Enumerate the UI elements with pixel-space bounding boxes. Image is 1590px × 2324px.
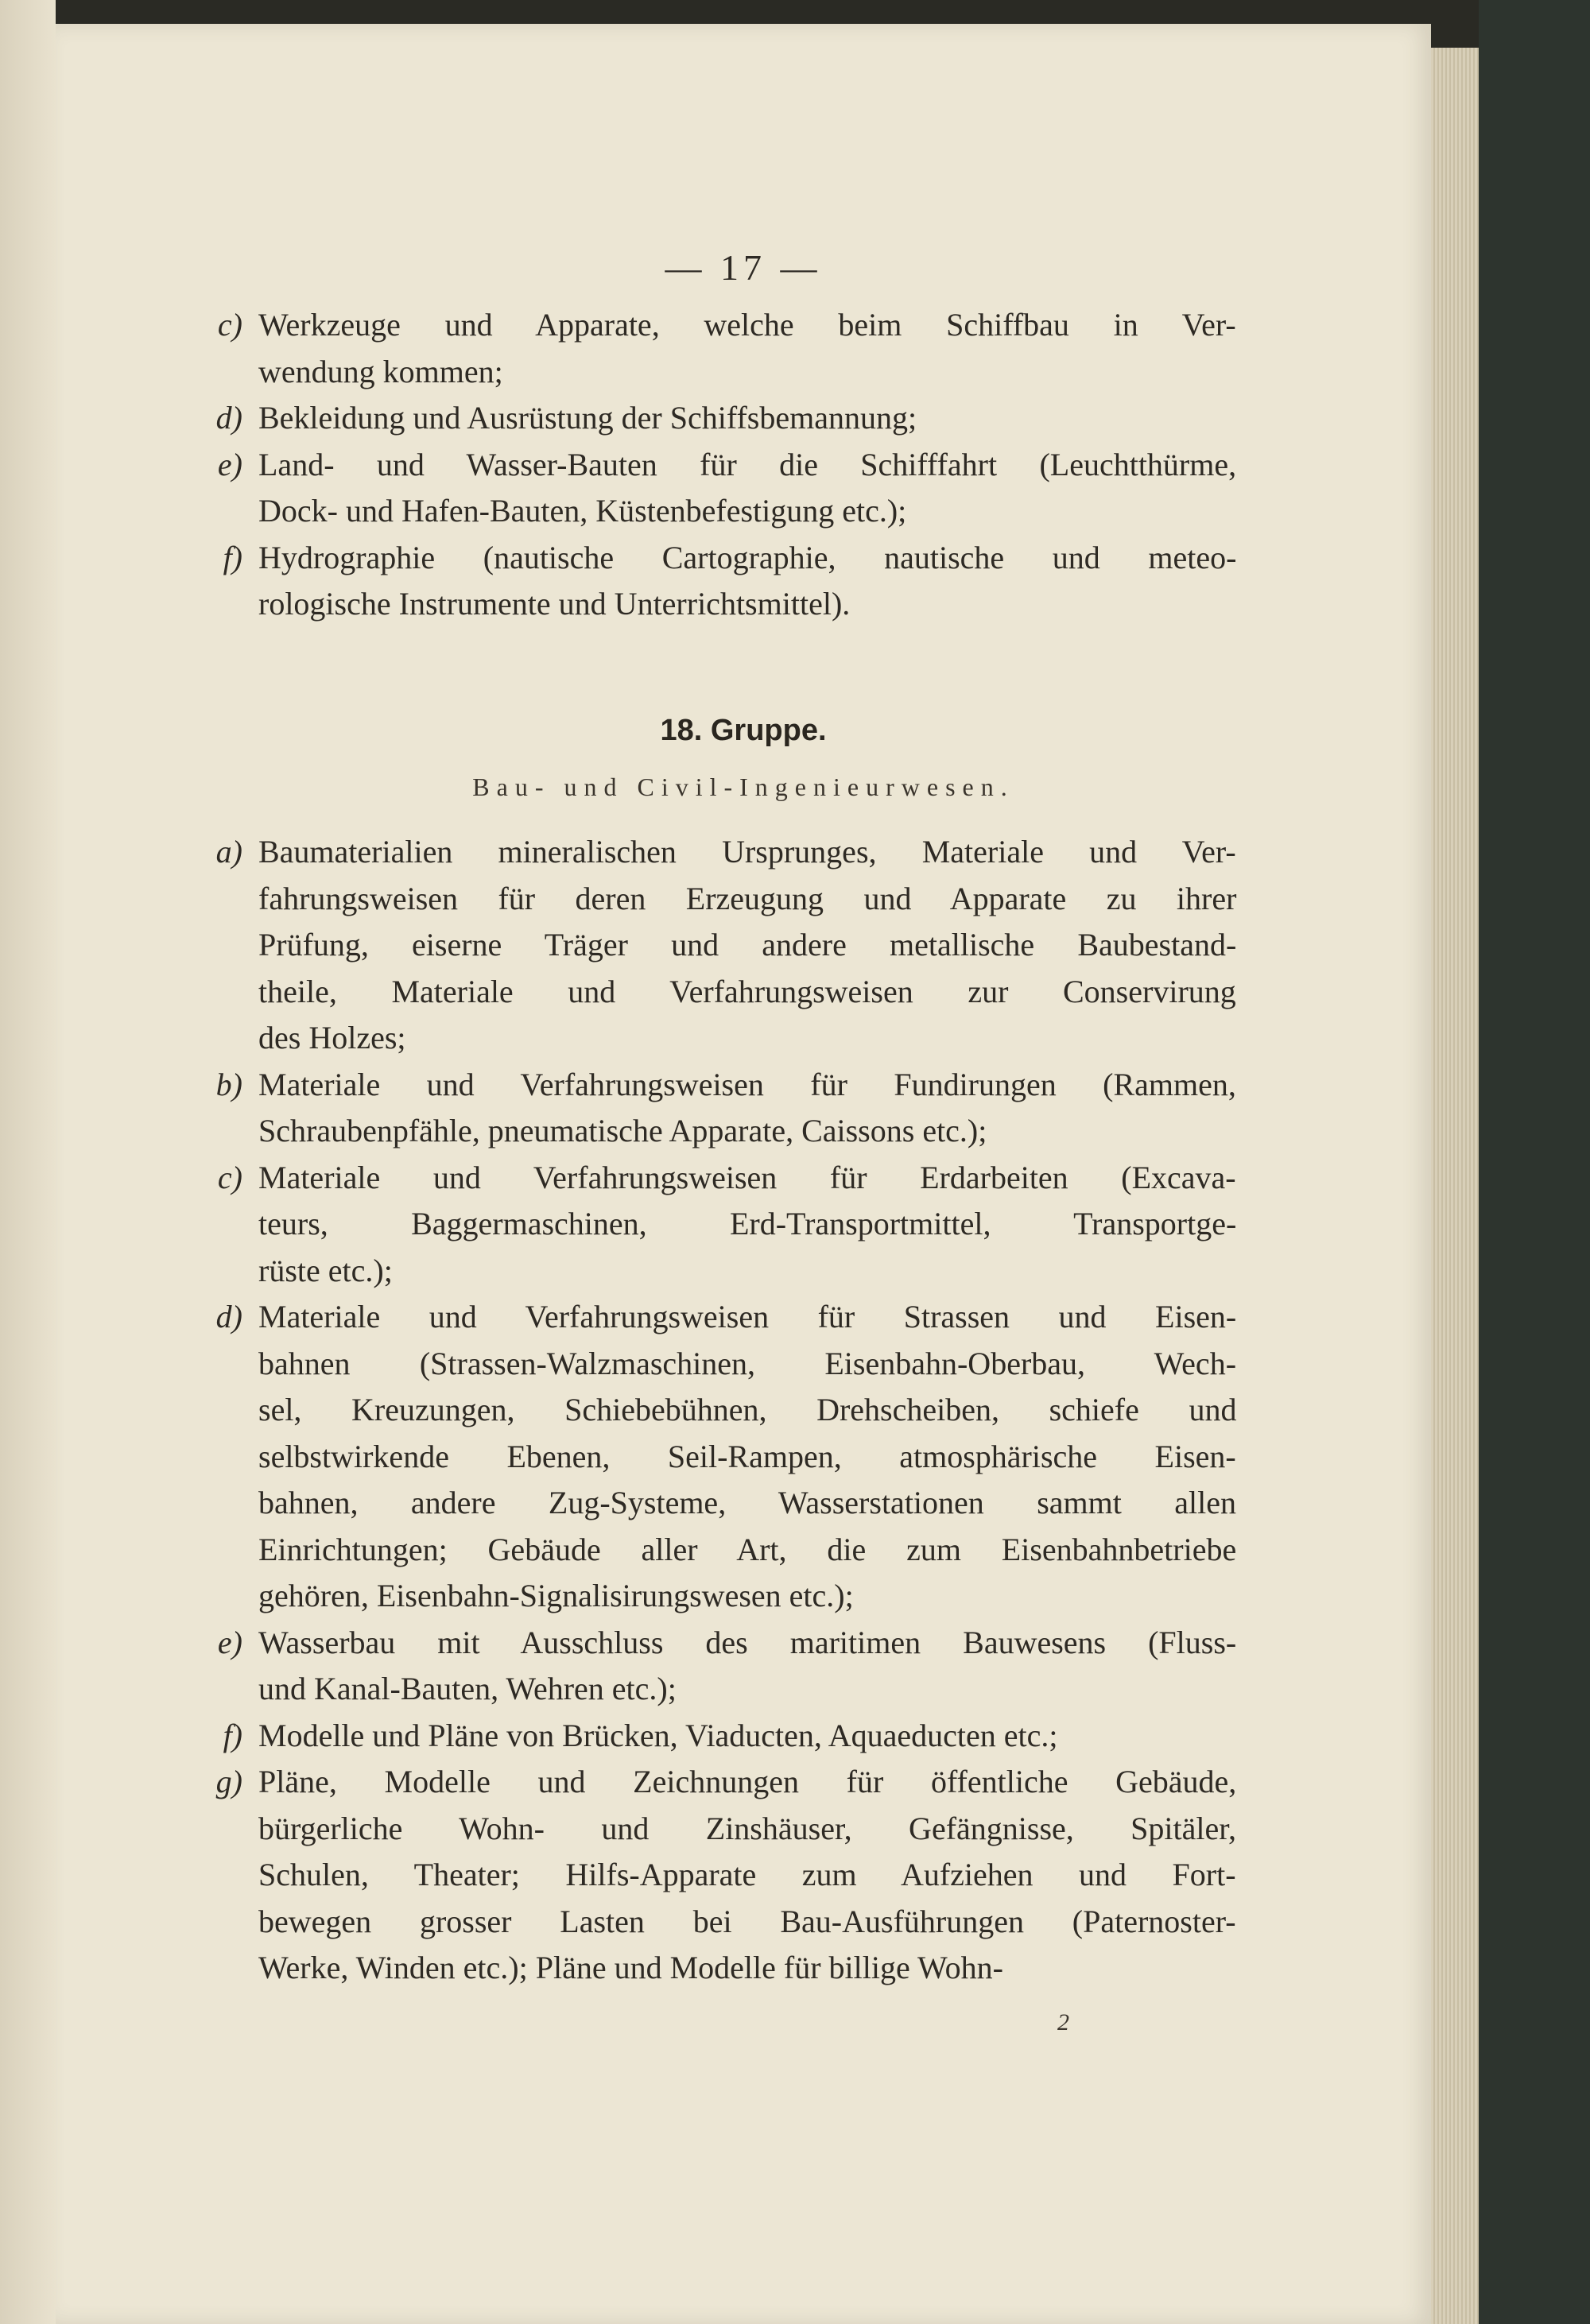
item-label: d) <box>215 1299 242 1334</box>
item-label: e) <box>217 1624 242 1660</box>
item-text-line: Dock- und Hafen-Bauten, Küstenbefestigung etc.); <box>258 493 907 529</box>
item-text-line: bürgerliche Wohn- und Zinshäuser, Gefängnisse, Spitäler, <box>258 1810 1236 1846</box>
item-text-line: rüste etc.); <box>258 1252 393 1288</box>
item-label: f) <box>223 539 242 575</box>
item-text-line: selbstwirkende Ebenen, Seil-Rampen, atmosphärische Eisen- <box>258 1438 1236 1474</box>
item-text-line: bahnen, andere Zug-Systeme, Wasserstationen sammt allen <box>258 1485 1236 1520</box>
item-text-line: wendung kommen; <box>258 353 503 389</box>
item-text-line: Bekleidung und Ausrüstung der Schiffsbemannung; <box>258 400 917 436</box>
item-text-line: Werke, Winden etc.); Pläne und Modelle für billige Wohn- <box>258 1950 1003 1985</box>
item-text-line: Modelle und Pläne von Brücken, Viaducten, Aquaeducten etc.; <box>258 1717 1058 1753</box>
item-text-line: Schulen, Theater; Hilfs-Apparate zum Aufziehen und Fort- <box>258 1857 1236 1892</box>
item-text-line: Werkzeuge und Apparate, welche beim Schiffbau in Ver- <box>258 307 1236 343</box>
item-text-line: rologische Instrumente und Unterrichtsmittel). <box>258 586 851 622</box>
item-label: c) <box>217 307 242 343</box>
item-text-line: gehören, Eisenbahn-Signalisirungswesen etc.); <box>258 1578 854 1613</box>
item-text-line: des Holzes; <box>258 1020 406 1055</box>
item-text-line: fahrungsweisen für deren Erzeugung und Apparate zu ihrer <box>258 880 1237 916</box>
item-label: d) <box>215 400 242 436</box>
item-text-line: Baumaterialien mineralischen Ursprunges, Materiale und Ver- <box>258 834 1236 870</box>
book-cover <box>1479 0 1590 2324</box>
item-label: a) <box>215 834 242 870</box>
item-text-line: Prüfung, eiserne Träger und andere metallische Baubestand- <box>258 927 1237 963</box>
item-label: c) <box>217 1159 242 1195</box>
item-text-line: und Kanal-Bauten, Wehren etc.); <box>258 1671 677 1706</box>
page-stack-edge <box>1431 48 1479 2324</box>
group-subtitle: Bau- und Civil-Ingenieurwesen. <box>472 773 1014 801</box>
item-text-line: Materiale und Verfahrungsweisen für Strassen und Eisen- <box>258 1299 1237 1334</box>
item-label: f) <box>223 1717 242 1753</box>
item-text-line: bahnen (Strassen-Walzmaschinen, Eisenbahn-Oberbau, Wech- <box>258 1345 1237 1381</box>
item-text-line: Schraubenpfähle, pneumatische Apparate, Caissons etc.); <box>258 1113 987 1148</box>
item-text-line: Wasserbau mit Ausschluss des maritimen Bauwesens (Fluss- <box>258 1624 1237 1660</box>
item-text-line: Pläne, Modelle und Zeichnungen für öffentliche Gebäude, <box>258 1764 1237 1799</box>
item-text-line: Materiale und Verfahrungsweisen für Fundirungen (Rammen, <box>258 1066 1236 1102</box>
group-title: 18. Gruppe. <box>660 714 827 747</box>
page-number: — 17 — <box>665 247 822 288</box>
item-text-line: Land- und Wasser-Bauten für die Schifffahrt (Leuchtthürme, <box>258 446 1237 482</box>
item-text-line: bewegen grosser Lasten bei Bau-Ausführungen (Paternoster- <box>258 1903 1236 1939</box>
book-page <box>56 24 1431 2324</box>
item-label: g) <box>215 1764 242 1799</box>
item-text-line: teurs, Baggermaschinen, Erd-Transportmittel, Transportge- <box>258 1206 1237 1241</box>
signature-mark: 2 <box>1057 2009 1069 2035</box>
item-label: e) <box>217 446 242 482</box>
left-page-edge <box>0 0 56 2324</box>
item-text-line: Materiale und Verfahrungsweisen für Erdarbeiten (Excava- <box>258 1159 1236 1195</box>
item-text-line: Einrichtungen; Gebäude aller Art, die zum Eisenbahnbetriebe <box>258 1531 1237 1567</box>
item-label: b) <box>215 1066 242 1102</box>
item-text-line: sel, Kreuzungen, Schiebebühnen, Drehscheiben, schiefe und <box>258 1392 1237 1427</box>
item-text-line: Hydrographie (nautische Cartographie, nautische und meteo- <box>258 539 1237 575</box>
item-text-line: theile, Materiale und Verfahrungsweisen zur Conservirung <box>258 973 1236 1009</box>
